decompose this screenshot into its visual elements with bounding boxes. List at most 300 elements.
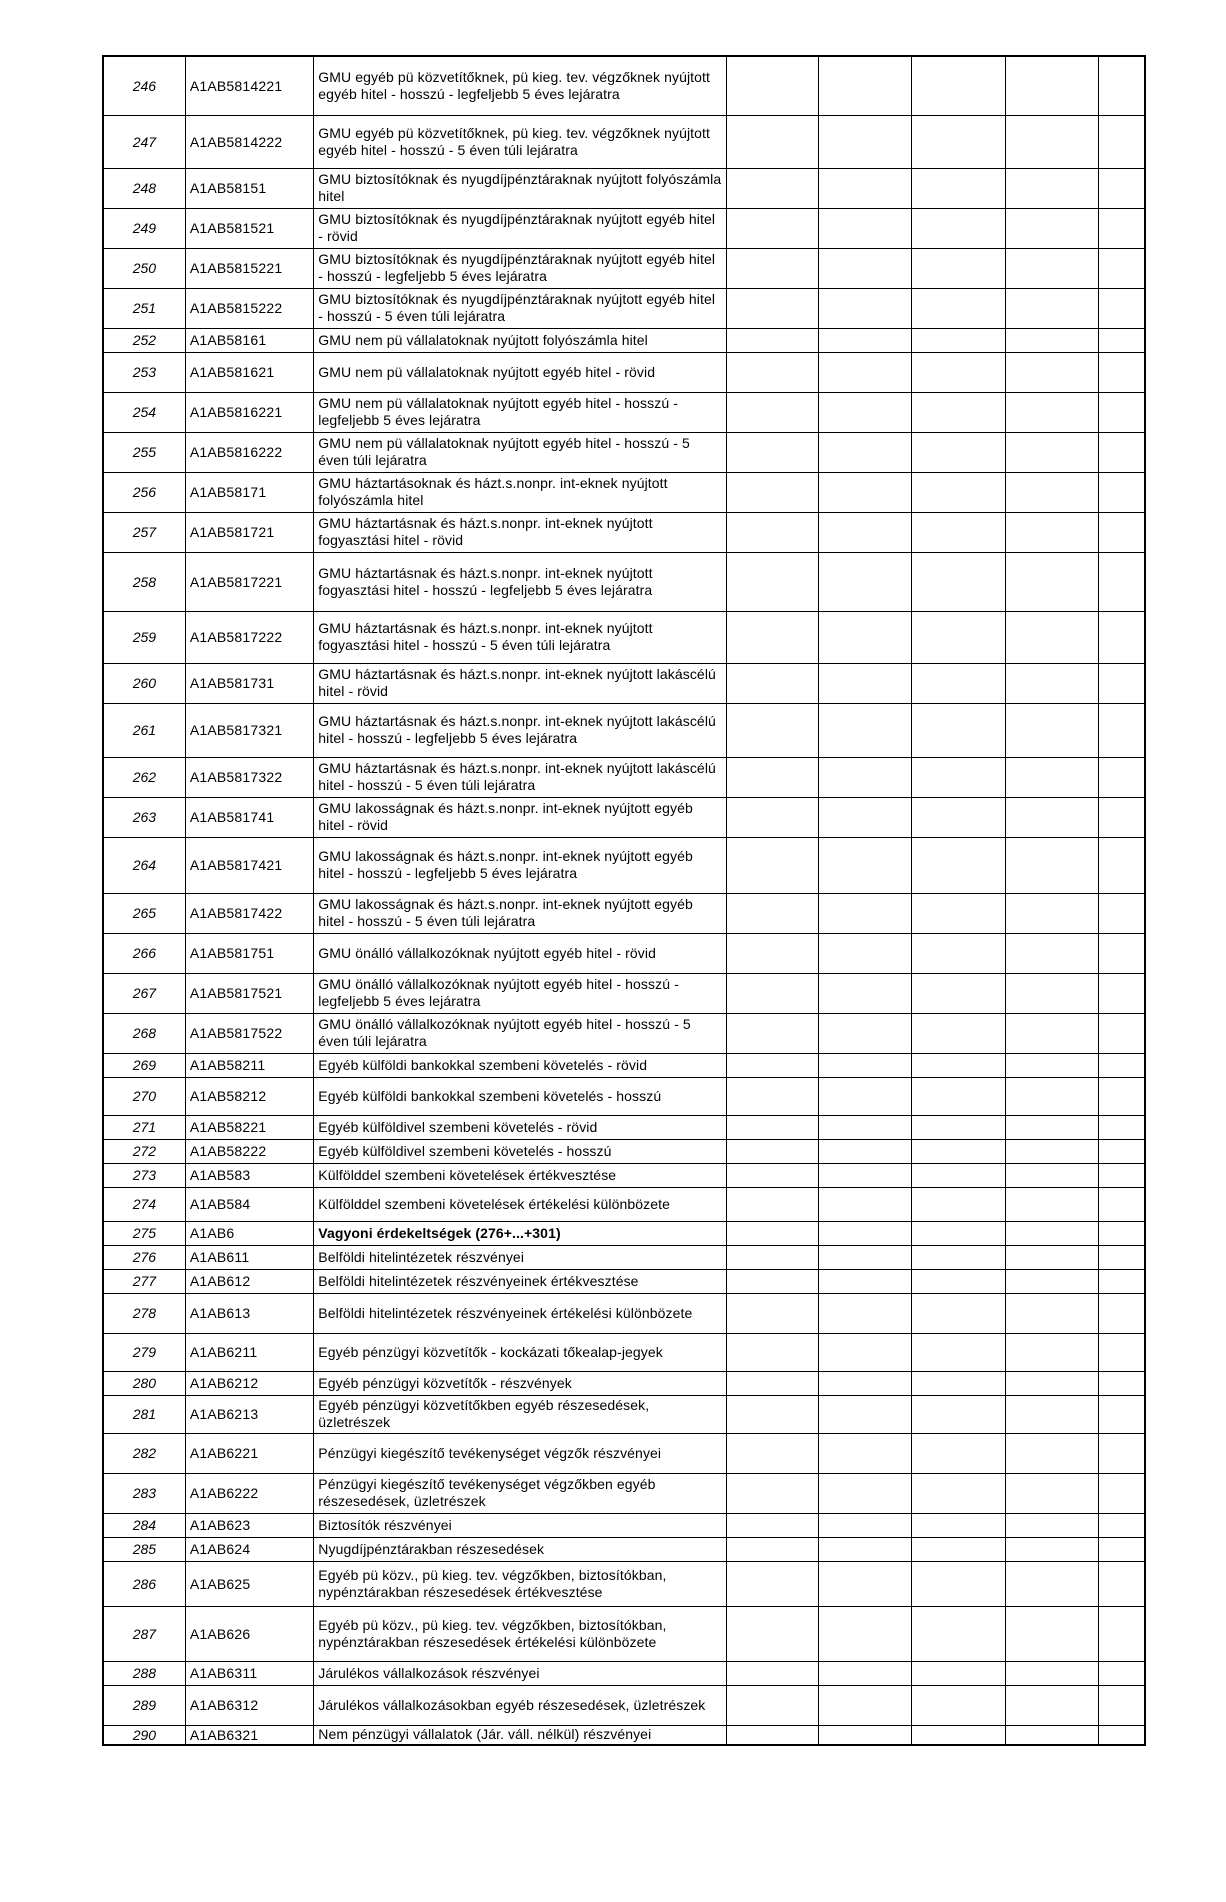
value-cell[interactable]: [1005, 1139, 1098, 1163]
value-cell[interactable]: [819, 1513, 911, 1537]
value-cell[interactable]: [726, 757, 818, 797]
value-cell[interactable]: [1005, 797, 1098, 837]
row-description: Nyugdíjpénztárakban részesedések: [314, 1537, 727, 1561]
value-cell[interactable]: [1005, 1371, 1098, 1395]
value-cell[interactable]: [726, 1333, 818, 1371]
value-cell[interactable]: [1005, 208, 1098, 248]
value-cell[interactable]: [726, 208, 818, 248]
value-cell[interactable]: [1099, 1139, 1145, 1163]
value-cell[interactable]: [1099, 472, 1145, 512]
value-cell[interactable]: [911, 1053, 1005, 1077]
row-code: A1AB5817421: [185, 837, 313, 893]
value-cell[interactable]: [819, 893, 911, 933]
value-cell[interactable]: [1005, 56, 1098, 115]
value-cell[interactable]: [911, 1293, 1005, 1333]
row-number: 257: [103, 512, 185, 552]
value-cell[interactable]: [911, 933, 1005, 973]
value-cell[interactable]: [819, 1473, 911, 1513]
value-cell[interactable]: [1005, 837, 1098, 893]
value-cell[interactable]: [1005, 392, 1098, 432]
table-row: [103, 352, 1145, 392]
value-cell[interactable]: [726, 1013, 818, 1053]
row-number: 272: [103, 1139, 185, 1163]
value-cell[interactable]: [819, 611, 911, 663]
row-description: Egyéb külföldi bankokkal szembeni követelés - rövid: [314, 1053, 727, 1077]
value-cell[interactable]: [819, 1077, 911, 1115]
value-cell[interactable]: [819, 1725, 911, 1745]
value-cell[interactable]: [911, 208, 1005, 248]
value-cell[interactable]: [726, 1221, 818, 1245]
table-row: [103, 392, 1145, 432]
value-cell[interactable]: [726, 168, 818, 208]
value-cell[interactable]: [1099, 552, 1145, 611]
value-cell[interactable]: [1005, 933, 1098, 973]
value-cell[interactable]: [726, 352, 818, 392]
value-cell[interactable]: [1005, 168, 1098, 208]
value-cell[interactable]: [911, 352, 1005, 392]
value-cell[interactable]: [819, 797, 911, 837]
value-cell[interactable]: [911, 1371, 1005, 1395]
row-code: A1AB5817422: [185, 893, 313, 933]
value-cell[interactable]: [726, 1537, 818, 1561]
row-description: GMU önálló vállalkozóknak nyújtott egyéb hitel - rövid: [314, 933, 727, 973]
value-cell[interactable]: [1099, 1371, 1145, 1395]
value-cell[interactable]: [1005, 1725, 1098, 1745]
row-code: A1AB5817222: [185, 611, 313, 663]
value-cell[interactable]: [726, 703, 818, 757]
row-code: A1AB5814221: [185, 56, 313, 115]
value-cell[interactable]: [911, 1513, 1005, 1537]
row-description: GMU háztartásnak és házt.s.nonpr. int-eknek nyújtott fogyasztási hitel - hosszú - legfeljebb 5 éves lejáratra: [314, 552, 727, 611]
value-cell[interactable]: [819, 1561, 911, 1606]
row-description: Egyéb külföldivel szembeni követelés - rövid: [314, 1115, 727, 1139]
row-code: A1AB6213: [185, 1395, 313, 1433]
row-code: A1AB6222: [185, 1473, 313, 1513]
value-cell[interactable]: [1005, 432, 1098, 472]
value-cell[interactable]: [911, 1269, 1005, 1293]
value-cell[interactable]: [911, 1013, 1005, 1053]
value-cell[interactable]: [1099, 168, 1145, 208]
value-cell[interactable]: [1099, 512, 1145, 552]
value-cell[interactable]: [819, 512, 911, 552]
value-cell[interactable]: [1099, 933, 1145, 973]
value-cell[interactable]: [819, 472, 911, 512]
value-cell[interactable]: [726, 1163, 818, 1187]
value-cell[interactable]: [911, 1163, 1005, 1187]
value-cell[interactable]: [819, 1139, 911, 1163]
value-cell[interactable]: [1005, 512, 1098, 552]
value-cell[interactable]: [819, 1395, 911, 1433]
value-cell[interactable]: [1099, 1685, 1145, 1725]
value-cell[interactable]: [1099, 1661, 1145, 1685]
row-description: Egyéb külföldi bankokkal szembeni követelés - hosszú: [314, 1077, 727, 1115]
value-cell[interactable]: [1005, 328, 1098, 352]
value-cell[interactable]: [819, 1245, 911, 1269]
value-cell[interactable]: [1099, 432, 1145, 472]
value-cell[interactable]: [911, 248, 1005, 288]
value-cell[interactable]: [1099, 1269, 1145, 1293]
value-cell[interactable]: [1099, 973, 1145, 1013]
row-code: A1AB611: [185, 1245, 313, 1269]
value-cell[interactable]: [819, 432, 911, 472]
value-cell[interactable]: [1005, 552, 1098, 611]
row-number: 258: [103, 552, 185, 611]
value-cell[interactable]: [1005, 703, 1098, 757]
table-row: [103, 1433, 1145, 1473]
table-row: [103, 703, 1145, 757]
table-row: [103, 837, 1145, 893]
row-number: 254: [103, 392, 185, 432]
value-cell[interactable]: [1099, 1077, 1145, 1115]
value-cell[interactable]: [911, 1725, 1005, 1745]
table-row: [103, 1187, 1145, 1221]
value-cell[interactable]: [819, 1163, 911, 1187]
row-description: GMU nem pü vállalatoknak nyújtott egyéb hitel - hosszú - legfeljebb 5 éves lejáratra: [314, 392, 727, 432]
value-cell[interactable]: [911, 288, 1005, 328]
table-row: [103, 1163, 1145, 1187]
value-cell[interactable]: [1005, 611, 1098, 663]
value-cell[interactable]: [726, 837, 818, 893]
value-cell[interactable]: [726, 1245, 818, 1269]
value-cell[interactable]: [1005, 1115, 1098, 1139]
table-row: [103, 1245, 1145, 1269]
value-cell[interactable]: [911, 56, 1005, 115]
value-cell[interactable]: [819, 1606, 911, 1661]
value-cell[interactable]: [1005, 1245, 1098, 1269]
value-cell[interactable]: [819, 1371, 911, 1395]
value-cell[interactable]: [726, 1371, 818, 1395]
value-cell[interactable]: [1099, 1293, 1145, 1333]
value-cell[interactable]: [911, 1139, 1005, 1163]
value-cell[interactable]: [726, 288, 818, 328]
value-cell[interactable]: [1005, 1221, 1098, 1245]
table-row: [103, 1115, 1145, 1139]
value-cell[interactable]: [726, 1395, 818, 1433]
value-cell[interactable]: [1099, 1221, 1145, 1245]
value-cell[interactable]: [819, 1221, 911, 1245]
value-cell[interactable]: [1099, 1245, 1145, 1269]
value-cell[interactable]: [911, 432, 1005, 472]
value-cell[interactable]: [911, 611, 1005, 663]
table-row: [103, 168, 1145, 208]
row-description: GMU egyéb pü közvetítőknek, pü kieg. tev. végzőknek nyújtott egyéb hitel - hosszú - 5 éven túli lejáratra: [314, 115, 727, 168]
row-number: 263: [103, 797, 185, 837]
value-cell[interactable]: [726, 893, 818, 933]
row-number: 269: [103, 1053, 185, 1077]
row-number: 284: [103, 1513, 185, 1537]
value-cell[interactable]: [1005, 1187, 1098, 1221]
value-cell[interactable]: [726, 472, 818, 512]
value-cell[interactable]: [726, 115, 818, 168]
value-cell[interactable]: [726, 1187, 818, 1221]
value-cell[interactable]: [726, 1077, 818, 1115]
value-cell[interactable]: [1099, 1163, 1145, 1187]
value-cell[interactable]: [911, 1187, 1005, 1221]
row-code: A1AB625: [185, 1561, 313, 1606]
row-code: A1AB5817521: [185, 973, 313, 1013]
row-number: 259: [103, 611, 185, 663]
value-cell[interactable]: [1099, 1053, 1145, 1077]
value-cell[interactable]: [1099, 611, 1145, 663]
row-code: A1AB6221: [185, 1433, 313, 1473]
value-cell[interactable]: [911, 168, 1005, 208]
row-code: A1AB5817522: [185, 1013, 313, 1053]
row-number: 253: [103, 352, 185, 392]
value-cell[interactable]: [911, 392, 1005, 432]
value-cell[interactable]: [1005, 1537, 1098, 1561]
value-cell[interactable]: [1099, 1561, 1145, 1606]
value-cell[interactable]: [1005, 352, 1098, 392]
value-cell[interactable]: [1099, 1333, 1145, 1371]
value-cell[interactable]: [911, 1333, 1005, 1371]
value-cell[interactable]: [726, 1139, 818, 1163]
value-cell[interactable]: [726, 933, 818, 973]
value-cell[interactable]: [1099, 208, 1145, 248]
value-cell[interactable]: [1099, 663, 1145, 703]
value-cell[interactable]: [726, 1561, 818, 1606]
value-cell[interactable]: [911, 1561, 1005, 1606]
value-cell[interactable]: [1005, 1293, 1098, 1333]
value-cell[interactable]: [819, 552, 911, 611]
value-cell[interactable]: [1005, 1661, 1098, 1685]
value-cell[interactable]: [1099, 1187, 1145, 1221]
value-cell[interactable]: [819, 973, 911, 1013]
value-cell[interactable]: [1099, 288, 1145, 328]
value-cell[interactable]: [726, 797, 818, 837]
value-cell[interactable]: [726, 973, 818, 1013]
value-cell[interactable]: [1005, 1685, 1098, 1725]
value-cell[interactable]: [819, 837, 911, 893]
value-cell[interactable]: [911, 552, 1005, 611]
table-body: [103, 56, 1145, 1745]
value-cell[interactable]: [726, 1269, 818, 1293]
value-cell[interactable]: [819, 1433, 911, 1473]
value-cell[interactable]: [911, 1433, 1005, 1473]
row-number: 290: [103, 1725, 185, 1745]
value-cell[interactable]: [1005, 1561, 1098, 1606]
row-number: 268: [103, 1013, 185, 1053]
value-cell[interactable]: [819, 1661, 911, 1685]
value-cell[interactable]: [1005, 757, 1098, 797]
value-cell[interactable]: [1005, 1433, 1098, 1473]
row-number: 249: [103, 208, 185, 248]
value-cell[interactable]: [726, 1725, 818, 1745]
value-cell[interactable]: [911, 1115, 1005, 1139]
value-cell[interactable]: [1099, 797, 1145, 837]
value-cell[interactable]: [1005, 115, 1098, 168]
value-cell[interactable]: [819, 288, 911, 328]
value-cell[interactable]: [819, 56, 911, 115]
value-cell[interactable]: [726, 432, 818, 472]
value-cell[interactable]: [726, 1606, 818, 1661]
value-cell[interactable]: [911, 797, 1005, 837]
row-code: A1AB581521: [185, 208, 313, 248]
value-cell[interactable]: [819, 115, 911, 168]
value-cell[interactable]: [819, 1685, 911, 1725]
value-cell[interactable]: [1005, 893, 1098, 933]
value-cell[interactable]: [1005, 1395, 1098, 1433]
row-number: 275: [103, 1221, 185, 1245]
value-cell[interactable]: [726, 56, 818, 115]
row-number: 287: [103, 1606, 185, 1661]
row-description: Járulékos vállalkozásokban egyéb részesedések, üzletrészek: [314, 1685, 727, 1725]
value-cell[interactable]: [1099, 56, 1145, 115]
row-description: GMU lakosságnak és házt.s.nonpr. int-eknek nyújtott egyéb hitel - hosszú - 5 éven túli lejáratra: [314, 893, 727, 933]
value-cell[interactable]: [1005, 663, 1098, 703]
value-cell[interactable]: [819, 168, 911, 208]
value-cell[interactable]: [911, 1661, 1005, 1685]
value-cell[interactable]: [726, 1293, 818, 1333]
value-cell[interactable]: [726, 611, 818, 663]
row-code: A1AB58222: [185, 1139, 313, 1163]
value-cell[interactable]: [911, 115, 1005, 168]
row-description: Egyéb pü közv., pü kieg. tev. végzőkben, biztosítókban, nypénztárakban részesedések értékelési különbözete: [314, 1606, 727, 1661]
value-cell[interactable]: [1099, 1606, 1145, 1661]
value-cell[interactable]: [1005, 1269, 1098, 1293]
value-cell[interactable]: [819, 1115, 911, 1139]
table-row: [103, 1537, 1145, 1561]
table-row: [103, 797, 1145, 837]
value-cell[interactable]: [819, 1187, 911, 1221]
row-number: 264: [103, 837, 185, 893]
value-cell[interactable]: [911, 1221, 1005, 1245]
table-row: [103, 1139, 1145, 1163]
value-cell[interactable]: [1005, 1333, 1098, 1371]
value-cell[interactable]: [726, 1473, 818, 1513]
value-cell[interactable]: [819, 663, 911, 703]
value-cell[interactable]: [819, 1269, 911, 1293]
value-cell[interactable]: [819, 703, 911, 757]
value-cell[interactable]: [1099, 1013, 1145, 1053]
row-number: 247: [103, 115, 185, 168]
table-row: [103, 512, 1145, 552]
value-cell[interactable]: [1005, 1513, 1098, 1537]
value-cell[interactable]: [819, 1333, 911, 1371]
value-cell[interactable]: [1099, 757, 1145, 797]
value-cell[interactable]: [911, 663, 1005, 703]
row-number: 273: [103, 1163, 185, 1187]
value-cell[interactable]: [1005, 1163, 1098, 1187]
value-cell[interactable]: [911, 837, 1005, 893]
value-cell[interactable]: [1099, 1433, 1145, 1473]
value-cell[interactable]: [911, 973, 1005, 1013]
row-description: Járulékos vállalkozások részvényei: [314, 1661, 727, 1685]
value-cell[interactable]: [819, 1013, 911, 1053]
value-cell[interactable]: [819, 933, 911, 973]
value-cell[interactable]: [911, 472, 1005, 512]
value-cell[interactable]: [1005, 1077, 1098, 1115]
value-cell[interactable]: [1099, 1537, 1145, 1561]
value-cell[interactable]: [726, 1433, 818, 1473]
value-cell[interactable]: [911, 1395, 1005, 1433]
value-cell[interactable]: [1099, 893, 1145, 933]
row-number: 274: [103, 1187, 185, 1221]
value-cell[interactable]: [819, 1293, 911, 1333]
value-cell[interactable]: [1099, 1513, 1145, 1537]
value-cell[interactable]: [911, 512, 1005, 552]
value-cell[interactable]: [726, 1685, 818, 1725]
value-cell[interactable]: [1099, 392, 1145, 432]
value-cell[interactable]: [1005, 248, 1098, 288]
row-number: 250: [103, 248, 185, 288]
value-cell[interactable]: [726, 663, 818, 703]
table-row: [103, 328, 1145, 352]
value-cell[interactable]: [1099, 248, 1145, 288]
row-description: Egyéb pénzügyi közvetítőkben egyéb részesedések, üzletrészek: [314, 1395, 727, 1433]
value-cell[interactable]: [1099, 115, 1145, 168]
value-cell[interactable]: [1099, 1115, 1145, 1139]
row-code: A1AB5815221: [185, 248, 313, 288]
value-cell[interactable]: [1099, 1725, 1145, 1745]
value-cell[interactable]: [1005, 1013, 1098, 1053]
row-description: Biztosítók részvényei: [314, 1513, 727, 1537]
value-cell[interactable]: [726, 1053, 818, 1077]
value-cell[interactable]: [911, 1606, 1005, 1661]
value-cell[interactable]: [819, 328, 911, 352]
table-row: [103, 1661, 1145, 1685]
row-description: Belföldi hitelintézetek részvényeinek értékvesztése: [314, 1269, 727, 1293]
value-cell[interactable]: [726, 512, 818, 552]
value-cell[interactable]: [726, 248, 818, 288]
value-cell[interactable]: [1005, 973, 1098, 1013]
table-row: [103, 1013, 1145, 1053]
value-cell[interactable]: [1005, 1473, 1098, 1513]
row-code: A1AB5817221: [185, 552, 313, 611]
value-cell[interactable]: [911, 703, 1005, 757]
value-cell[interactable]: [911, 1685, 1005, 1725]
value-cell[interactable]: [1005, 1053, 1098, 1077]
value-cell[interactable]: [819, 208, 911, 248]
row-description: GMU önálló vállalkozóknak nyújtott egyéb hitel - hosszú - legfeljebb 5 éves lejáratra: [314, 973, 727, 1013]
row-number: 286: [103, 1561, 185, 1606]
row-code: A1AB5814222: [185, 115, 313, 168]
value-cell[interactable]: [819, 757, 911, 797]
row-description: Belföldi hitelintézetek részvényeinek értékelési különbözete: [314, 1293, 727, 1333]
table-row: [103, 1725, 1145, 1745]
value-cell[interactable]: [1099, 703, 1145, 757]
value-cell[interactable]: [726, 1661, 818, 1685]
value-cell[interactable]: [726, 1115, 818, 1139]
value-cell[interactable]: [1099, 1473, 1145, 1513]
value-cell[interactable]: [1099, 1395, 1145, 1433]
row-code: A1AB6: [185, 1221, 313, 1245]
value-cell[interactable]: [819, 1537, 911, 1561]
value-cell[interactable]: [1005, 1606, 1098, 1661]
value-cell[interactable]: [819, 1053, 911, 1077]
value-cell[interactable]: [911, 1537, 1005, 1561]
row-number: 271: [103, 1115, 185, 1139]
value-cell[interactable]: [1099, 352, 1145, 392]
value-cell[interactable]: [819, 248, 911, 288]
value-cell[interactable]: [1005, 472, 1098, 512]
value-cell[interactable]: [726, 1513, 818, 1537]
value-cell[interactable]: [911, 757, 1005, 797]
value-cell[interactable]: [1099, 837, 1145, 893]
value-cell[interactable]: [726, 552, 818, 611]
row-code: A1AB584: [185, 1187, 313, 1221]
value-cell[interactable]: [911, 1077, 1005, 1115]
value-cell[interactable]: [819, 392, 911, 432]
value-cell[interactable]: [726, 328, 818, 352]
value-cell[interactable]: [911, 893, 1005, 933]
value-cell[interactable]: [1005, 288, 1098, 328]
value-cell[interactable]: [819, 352, 911, 392]
value-cell[interactable]: [911, 1245, 1005, 1269]
value-cell[interactable]: [726, 392, 818, 432]
value-cell[interactable]: [911, 328, 1005, 352]
value-cell[interactable]: [1099, 328, 1145, 352]
value-cell[interactable]: [911, 1473, 1005, 1513]
